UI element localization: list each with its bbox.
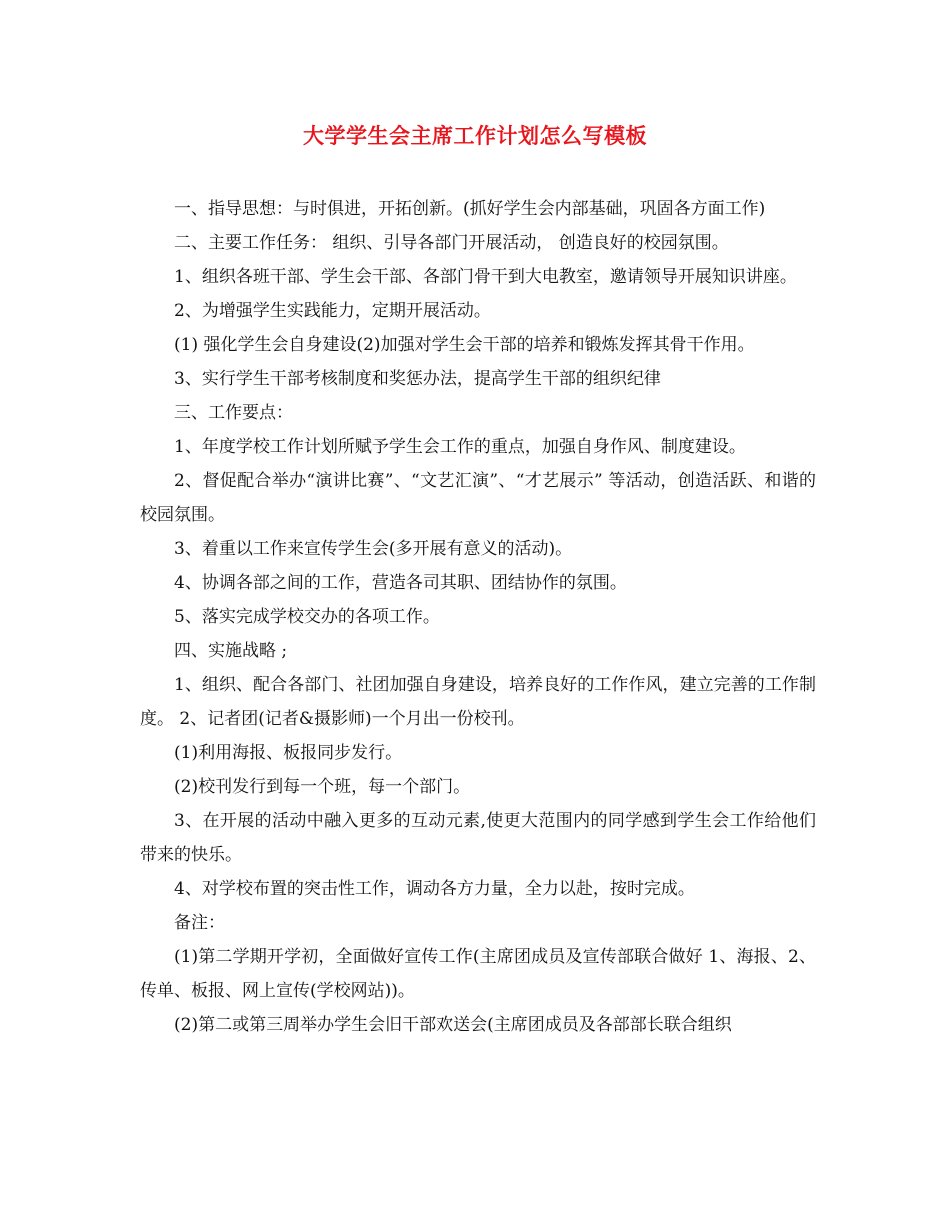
document-body — [140, 192, 816, 1042]
paragraph: (2)校刊发行到每一个班，每一个部门。 — [174, 777, 471, 797]
paragraph: 1、组织各班干部、学生会干部、各部门骨干到大电教室，邀请领导开展知识讲座。 — [174, 267, 797, 287]
paragraph: 二、主要工作任务： 组织、引导各部门开展活动， 创造良好的校园氛围。 — [174, 233, 729, 253]
paragraph: 一、指导思想：与时俱进，开拓创新。(抓好学生会内部基础，巩固各方面工作) — [174, 199, 766, 219]
paragraph: 3、着重以工作来宣传学生会(多开展有意义的活动)。 — [174, 539, 573, 559]
paragraph: 4、协调各部之间的工作，营造各司其职、团结协作的氛围。 — [174, 573, 627, 593]
paragraph: 5、落实完成学校交办的各项工作。 — [174, 607, 440, 627]
paragraph: 备注： — [174, 913, 225, 933]
paragraph: 3、实行学生干部考核制度和奖惩办法，提高学生干部的组织纪律 — [174, 369, 661, 389]
paragraph: (1)第二学期开学初，全面做好宣传工作(主席团成员及宣传部联合做好 1、海报、2、传单、板报、网上宣传(学校网站))。 — [140, 947, 816, 1001]
paragraph: 4、对学校布置的突击性工作，调动各方力量，全力以赴，按时完成。 — [174, 879, 695, 899]
paragraph: 1、年度学校工作计划所赋予学生会工作的重点，加强自身作风、制度建设。 — [174, 437, 746, 457]
paragraph: 2、督促配合举办“演讲比赛”、“文艺汇演”、“才艺展示” 等活动，创造活跃、和谐的校园氛围。 — [140, 471, 816, 525]
paragraph: (1) 强化学生会自身建设(2)加强对学生会干部的培养和锻炼发挥其骨干作用。 — [174, 335, 755, 355]
paragraph: 3、在开展的活动中融入更多的互动元素,使更大范围内的同学感到学生会工作给他们带来的快乐。 — [140, 811, 816, 865]
document-title: 大学学生会主席工作计划怎么写模板 — [303, 124, 647, 148]
paragraph: 1、组织、配合各部门、社团加强自身建设，培养良好的工作作风，建立完善的工作制度。 2、记者团(记者&摄影师)一个月出一份校刊。 — [140, 675, 816, 729]
paragraph: (1)利用海报、板报同步发行。 — [174, 743, 403, 763]
paragraph: 2、为增强学生实践能力，定期开展活动。 — [174, 301, 491, 321]
paragraph: 四、实施战略 ; — [174, 641, 288, 661]
paragraph: 三、工作要点： — [174, 403, 293, 423]
paragraph: (2)第二或第三周举办学生会旧干部欢送会(主席团成员及各部部长联合组织 — [174, 1015, 732, 1035]
